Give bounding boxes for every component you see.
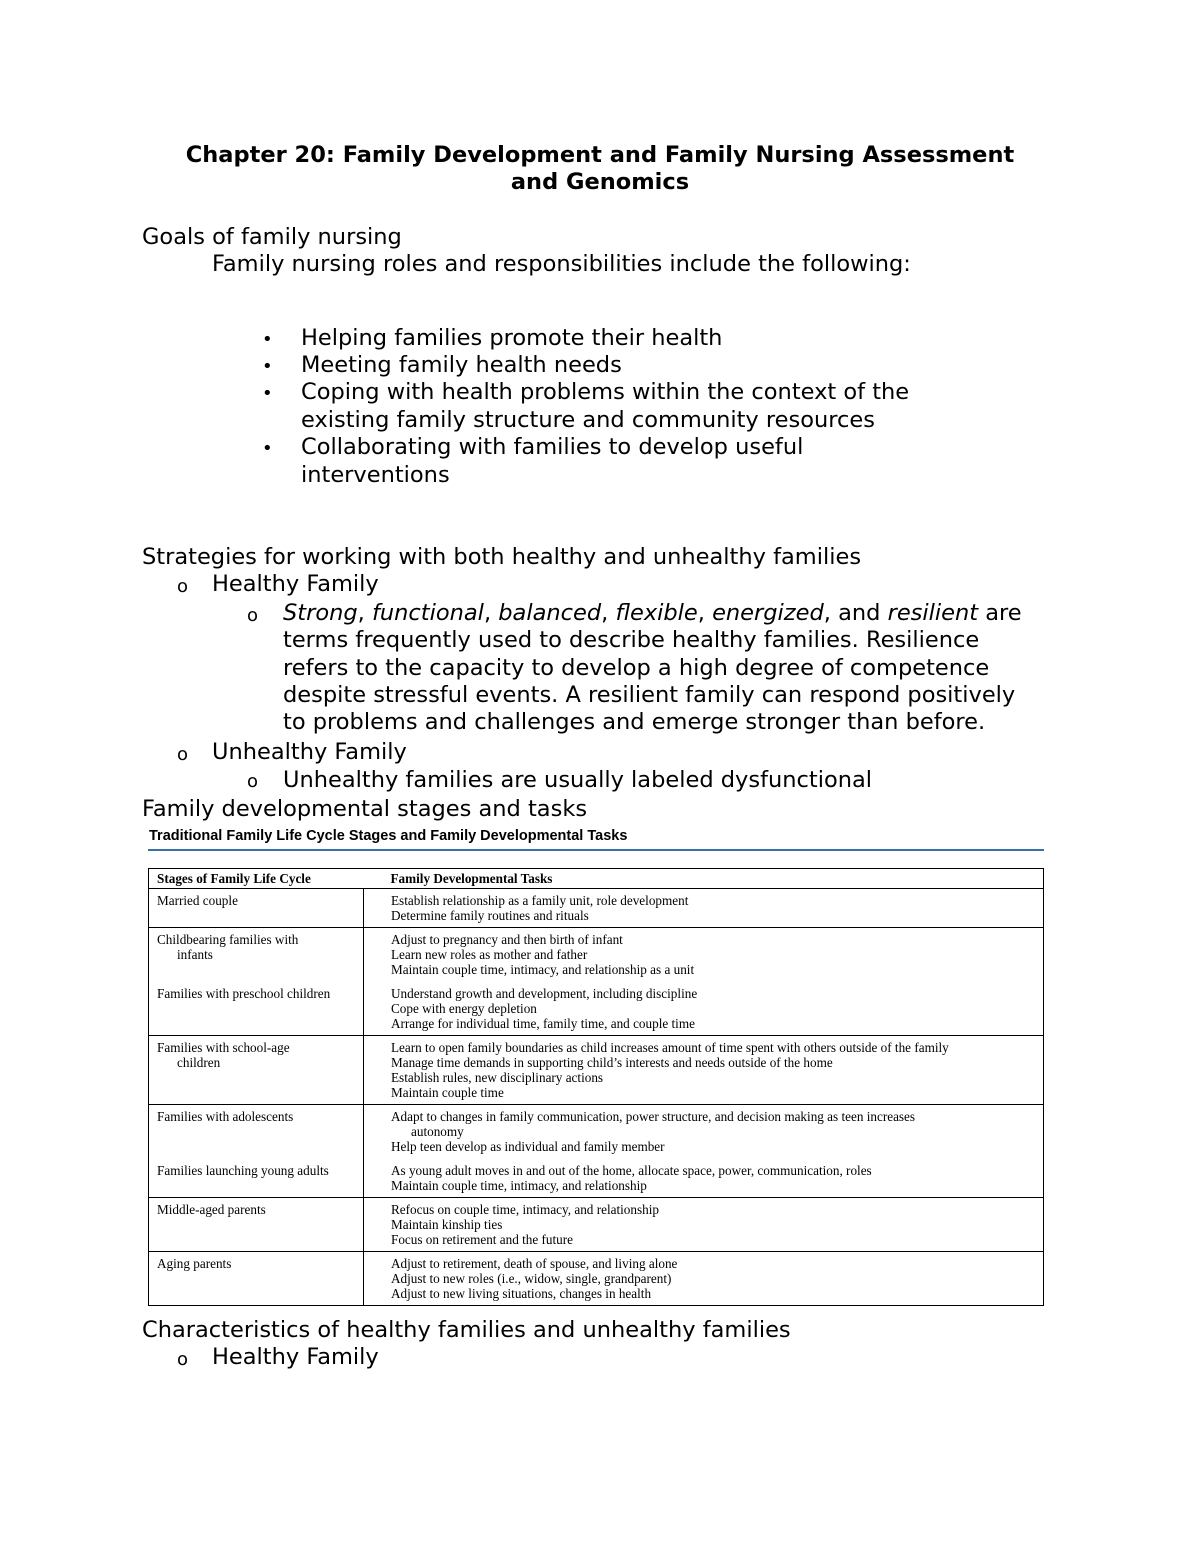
- paragraph-line: to problems and challenges and emerge stronger than before.: [283, 709, 986, 736]
- stage-line: Families with adolescents: [157, 1109, 294, 1124]
- stage-line: Childbearing families with: [157, 932, 299, 947]
- term-balanced: balanced: [498, 600, 602, 626]
- list-item: Collaborating with families to develop useful: [301, 434, 804, 460]
- tasks-cell: [364, 1252, 1044, 1306]
- stage-cell: Aging parents: [149, 1252, 364, 1306]
- bullet-dot: •: [262, 438, 273, 459]
- stage-line: children: [177, 1055, 221, 1070]
- task-line: Adjust to new living situations, changes in health: [391, 1286, 652, 1301]
- paragraph-line: terms frequently used to describe healthy families. Resilience: [283, 627, 980, 654]
- title-line-1: Chapter 20: Family Development and Family Nursing Assessment: [185, 142, 1015, 168]
- chapter-title: [140, 142, 1060, 196]
- healthy-family-description: Strong, functional, balanced, flexible, energized, and resilient are terms frequently used to describe healthy families. Resilience refers to the capacity to develop a high degree of competence despite stressful events. A resilient family can respond positively to problems and challenges and emerge stronger than before.: [283, 600, 1063, 736]
- task-line: Arrange for individual time, family time, and couple time: [391, 1016, 695, 1031]
- table-row: [149, 928, 1044, 1036]
- bullet-dot: •: [262, 356, 273, 377]
- text-and: and: [838, 600, 881, 626]
- stage-line: Families with preschool children: [157, 986, 331, 1001]
- task-line: Adjust to pregnancy and then birth of infant: [391, 932, 623, 947]
- task-line: Establish relationship as a family unit, role development: [391, 893, 689, 908]
- list-item: Coping with health problems within the context of the: [301, 379, 910, 405]
- term-energized: energized: [712, 600, 824, 626]
- term-flexible: flexible: [615, 600, 698, 626]
- unhealthy-family-description: Unhealthy families are usually labeled dysfunctional: [283, 767, 873, 793]
- task-line: Learn new roles as mother and father: [391, 947, 588, 962]
- circle-bullet: o: [247, 771, 259, 792]
- strategies-heading: Strategies for working with both healthy and unhealthy families: [142, 544, 862, 570]
- table-row: [149, 1105, 1044, 1198]
- stage-line: infants: [177, 947, 213, 962]
- paragraph-line: refers to the capacity to develop a high degree of competence: [283, 654, 990, 681]
- task-line: Maintain kinship ties: [391, 1217, 503, 1232]
- table-title: Traditional Family Life Cycle Stages and Family Developmental Tasks: [149, 828, 628, 844]
- tasks-cell: [364, 1105, 1044, 1198]
- table-row: [149, 1198, 1044, 1252]
- healthy-family-label: Healthy Family: [212, 571, 379, 597]
- task-line: Determine family routines and rituals: [391, 908, 589, 923]
- circle-bullet: o: [177, 576, 189, 597]
- term-resilient: resilient: [887, 600, 979, 626]
- developmental-heading: Family developmental stages and tasks: [142, 796, 588, 822]
- circle-bullet: o: [177, 1349, 189, 1370]
- task-line: Manage time demands in supporting child’s interests and needs outside of the home: [391, 1055, 833, 1070]
- title-line-2: and Genomics: [510, 169, 690, 195]
- goals-heading: Goals of family nursing: [142, 224, 402, 250]
- task-line: Adjust to retirement, death of spouse, and living alone: [391, 1256, 678, 1271]
- table-row: [149, 1252, 1044, 1306]
- stage-cell: [149, 1105, 364, 1198]
- table-row: [149, 889, 1044, 928]
- task-line: Adjust to new roles (i.e., widow, single, grandparent): [391, 1271, 672, 1286]
- task-line: Learn to open family boundaries as child increases amount of time spent with others outside of the family: [391, 1040, 949, 1055]
- tasks-cell: [364, 889, 1044, 928]
- goals-intro: Family nursing roles and responsibilities include the following:: [212, 251, 911, 277]
- term-strong: Strong: [283, 600, 358, 626]
- bullet-dot: •: [262, 383, 273, 404]
- table-header-row: [149, 869, 1044, 889]
- task-line: Establish rules, new disciplinary actions: [391, 1070, 604, 1085]
- list-item-continued: existing family structure and community resources: [301, 407, 875, 433]
- task-line: Refocus on couple time, intimacy, and relationship: [391, 1202, 659, 1217]
- task-line: Help teen develop as individual and family member: [391, 1139, 665, 1154]
- table-title-rule: [148, 849, 1044, 851]
- table-row: [149, 1036, 1044, 1105]
- task-line: Maintain couple time, intimacy, and relationship: [391, 1178, 647, 1193]
- list-item: Meeting family health needs: [301, 352, 622, 378]
- text-are: are: [985, 600, 1022, 626]
- stage-line: Families with school-age: [157, 1040, 290, 1055]
- column-header-tasks: Family Developmental Tasks: [364, 869, 1044, 889]
- task-line: Focus on retirement and the future: [391, 1232, 574, 1247]
- list-item-continued: interventions: [301, 462, 450, 488]
- unhealthy-family-label: Unhealthy Family: [212, 739, 407, 765]
- characteristics-healthy-label: Healthy Family: [212, 1344, 379, 1370]
- stage-cell: [149, 928, 364, 1036]
- family-life-cycle-table: [148, 868, 1044, 1306]
- column-header-stages: Stages of Family Life Cycle: [149, 869, 364, 889]
- circle-bullet: o: [247, 605, 259, 626]
- tasks-cell: [364, 1198, 1044, 1252]
- bullet-dot: •: [262, 329, 273, 350]
- task-line: As young adult moves in and out of the home, allocate space, power, communication, roles: [391, 1163, 872, 1178]
- task-line: Cope with energy depletion: [391, 1001, 537, 1016]
- term-functional: functional: [371, 600, 484, 626]
- tasks-cell: [364, 928, 1044, 1036]
- characteristics-heading: Characteristics of healthy families and unhealthy families: [142, 1317, 791, 1343]
- task-line: Understand growth and development, including discipline: [391, 986, 698, 1001]
- task-line: Maintain couple time: [391, 1085, 504, 1100]
- paragraph-line: despite stressful events. A resilient family can respond positively: [283, 681, 1016, 708]
- stage-cell: Married couple: [149, 889, 364, 928]
- circle-bullet: o: [177, 744, 189, 765]
- stage-cell: Middle-aged parents: [149, 1198, 364, 1252]
- stage-cell: [149, 1036, 364, 1105]
- tasks-cell: [364, 1036, 1044, 1105]
- task-line: autonomy: [411, 1124, 464, 1139]
- task-line: Adapt to changes in family communication, power structure, and decision making as teen increases: [391, 1109, 916, 1124]
- task-line: Maintain couple time, intimacy, and relationship as a unit: [391, 962, 695, 977]
- stage-line: Families launching young adults: [157, 1163, 329, 1178]
- list-item: Helping families promote their health: [301, 325, 723, 351]
